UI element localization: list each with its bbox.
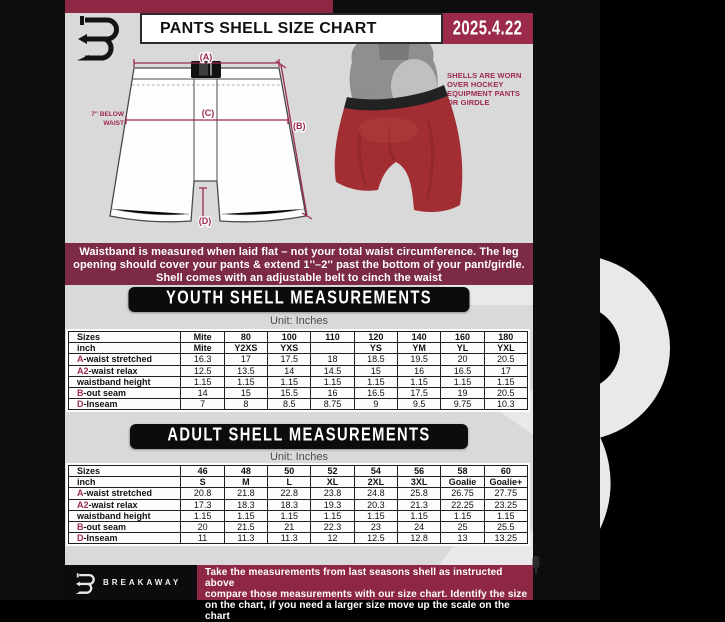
table-cell: 20 xyxy=(181,521,224,532)
table-cell: 18.3 xyxy=(268,499,311,510)
row-label: inch xyxy=(69,477,181,488)
table-cell: 180 xyxy=(484,332,527,343)
diagram-label-c: (C) xyxy=(201,108,215,118)
table-cell: Mite xyxy=(181,343,224,354)
table-cell: 1.15 xyxy=(441,510,484,521)
table-cell: 19 xyxy=(441,387,484,398)
table-cell: 11.3 xyxy=(268,533,311,544)
shell-note-line: OVER HOCKEY xyxy=(447,80,504,89)
table-cell: 13 xyxy=(441,533,484,544)
diagram-label-b: (B) xyxy=(293,121,306,131)
table-cell: YXL xyxy=(484,343,527,354)
table-cell: 11.3 xyxy=(224,533,267,544)
table-cell: 17.5 xyxy=(398,387,441,398)
table-cell: 80 xyxy=(224,332,267,343)
table-cell: 1.15 xyxy=(398,376,441,387)
row-label: B-out seam xyxy=(69,521,181,532)
row-label: waistband height xyxy=(69,376,181,387)
youth-measurements-table xyxy=(68,331,528,410)
table-cell: 15 xyxy=(224,387,267,398)
adult-heading-text: ADULT SHELL MEASUREMENTS xyxy=(167,425,431,446)
table-cell: Goalie xyxy=(441,477,484,488)
table-cell: 14 xyxy=(181,387,224,398)
table-cell: 17 xyxy=(224,354,267,365)
table-cell: 1.15 xyxy=(268,510,311,521)
footer-note-line: Take the measurements from last seasons shell as instructed above xyxy=(205,567,503,589)
table-cell: 2XL xyxy=(354,477,397,488)
table-cell: 25.5 xyxy=(484,521,527,532)
footer-note-box xyxy=(197,565,533,622)
youth-table-box xyxy=(66,329,530,412)
table-cell: 100 xyxy=(268,332,311,343)
table-row xyxy=(69,332,528,343)
table-row xyxy=(69,365,528,376)
table-cell: 26.75 xyxy=(441,488,484,499)
table-cell: Mite xyxy=(181,332,224,343)
table-cell: 23.8 xyxy=(311,488,354,499)
info-banner-line: Shell comes with an adjustable belt to cinch the waist xyxy=(156,271,442,284)
pants-measurement-diagram xyxy=(78,48,318,233)
adult-measurements-table xyxy=(68,465,528,544)
table-cell: L xyxy=(268,477,311,488)
table-cell: 16 xyxy=(311,387,354,398)
left-border xyxy=(0,0,65,600)
table-cell: 16 xyxy=(398,365,441,376)
table-cell: 20 xyxy=(441,354,484,365)
table-cell: 16.3 xyxy=(181,354,224,365)
table-cell: 13.25 xyxy=(484,533,527,544)
table-row xyxy=(69,521,528,532)
table-row xyxy=(69,399,528,410)
table-cell: 23.25 xyxy=(484,499,527,510)
table-cell: YS xyxy=(354,343,397,354)
footer-note-line: on the chart, if you need a larger size move up the scale on the chart xyxy=(205,600,510,622)
table-cell: 110 xyxy=(311,332,354,343)
top-bar-accent xyxy=(65,0,333,13)
table-cell: 15.5 xyxy=(268,387,311,398)
table-cell: YXS xyxy=(268,343,311,354)
row-label: inch xyxy=(69,343,181,354)
table-cell: 10.3 xyxy=(484,399,527,410)
table-cell: 1.15 xyxy=(441,376,484,387)
table-cell: Y2XS xyxy=(224,343,267,354)
youth-unit-label: Unit: Inches xyxy=(269,315,329,327)
table-cell xyxy=(311,343,354,354)
breakaway-footer-logo-icon xyxy=(75,572,99,594)
table-cell: 20.5 xyxy=(484,387,527,398)
table-cell: 140 xyxy=(398,332,441,343)
table-cell: 21 xyxy=(268,521,311,532)
table-cell: 24 xyxy=(398,521,441,532)
row-label: Sizes xyxy=(69,332,181,343)
table-cell: 14.5 xyxy=(311,365,354,376)
table-cell: 1.15 xyxy=(181,510,224,521)
table-cell: 13.5 xyxy=(224,365,267,376)
table-cell: 52 xyxy=(311,466,354,477)
table-cell: 18.3 xyxy=(224,499,267,510)
table-cell: YL xyxy=(441,343,484,354)
footer-brand-box xyxy=(65,565,197,600)
row-label: A-waist stretched xyxy=(69,354,181,365)
youth-section-heading xyxy=(128,287,469,312)
table-cell: 160 xyxy=(441,332,484,343)
row-label: A2-waist relax xyxy=(69,365,181,376)
table-cell: 19.5 xyxy=(398,354,441,365)
table-cell: 12.8 xyxy=(398,533,441,544)
table-cell: 21.3 xyxy=(398,499,441,510)
date-text: 2025.4.22 xyxy=(453,16,523,39)
table-cell: 1.15 xyxy=(354,510,397,521)
right-border xyxy=(533,0,600,600)
table-cell: YM xyxy=(398,343,441,354)
table-cell: M xyxy=(224,477,267,488)
row-label: B-out seam xyxy=(69,387,181,398)
table-row xyxy=(69,499,528,510)
table-cell: 22.8 xyxy=(268,488,311,499)
table-row xyxy=(69,387,528,398)
table-cell: 22.3 xyxy=(311,521,354,532)
table-cell: 20.5 xyxy=(484,354,527,365)
table-cell: 1.15 xyxy=(268,376,311,387)
youth-heading-text: YOUTH SHELL MEASUREMENTS xyxy=(166,288,432,309)
waistband-info-banner xyxy=(65,243,533,285)
table-cell: 12 xyxy=(311,533,354,544)
table-cell: 25 xyxy=(441,521,484,532)
table-cell: 8.5 xyxy=(268,399,311,410)
breakaway-logo-icon xyxy=(76,14,128,60)
adult-table-box xyxy=(66,463,530,546)
table-cell: 9 xyxy=(354,399,397,410)
table-row xyxy=(69,343,528,354)
table-cell: 24.8 xyxy=(354,488,397,499)
table-cell: XL xyxy=(311,477,354,488)
table-cell: 21.5 xyxy=(224,521,267,532)
table-row xyxy=(69,477,528,488)
table-cell: 50 xyxy=(268,466,311,477)
table-cell: 12.5 xyxy=(354,533,397,544)
table-cell: 1.15 xyxy=(181,376,224,387)
top-bar xyxy=(0,0,600,13)
table-cell: 1.15 xyxy=(484,376,527,387)
table-cell: Goalie+ xyxy=(484,477,527,488)
table-cell: 17.5 xyxy=(268,354,311,365)
table-cell: 17.3 xyxy=(181,499,224,510)
page-title-box xyxy=(140,13,443,44)
table-cell: 21.8 xyxy=(224,488,267,499)
table-cell: 1.15 xyxy=(224,376,267,387)
table-cell: 20.3 xyxy=(354,499,397,510)
table-row xyxy=(69,510,528,521)
table-cell: 23 xyxy=(354,521,397,532)
page-title: PANTS SHELL SIZE CHART xyxy=(160,19,377,37)
table-cell: 15 xyxy=(354,365,397,376)
row-label: D-Inseam xyxy=(69,399,181,410)
shell-note-line: OR GIRDLE xyxy=(447,98,490,107)
table-cell: 46 xyxy=(181,466,224,477)
row-label: waistband height xyxy=(69,510,181,521)
table-cell: 1.15 xyxy=(311,376,354,387)
table-cell: 14 xyxy=(268,365,311,376)
table-cell: 9.5 xyxy=(398,399,441,410)
table-cell: 1.15 xyxy=(354,376,397,387)
table-cell: 12.5 xyxy=(181,365,224,376)
table-cell: 16.5 xyxy=(354,387,397,398)
below-waist-label-line1: 7'' BELOW xyxy=(91,111,124,118)
row-label: A2-waist relax xyxy=(69,499,181,510)
table-cell: 9.75 xyxy=(441,399,484,410)
table-cell: 1.15 xyxy=(224,510,267,521)
table-cell: 1.15 xyxy=(484,510,527,521)
table-cell: 7 xyxy=(181,399,224,410)
row-label: A-waist stretched xyxy=(69,488,181,499)
row-label: Sizes xyxy=(69,466,181,477)
table-cell: 3XL xyxy=(398,477,441,488)
table-cell: 120 xyxy=(354,332,397,343)
shell-note xyxy=(447,71,522,107)
table-cell: 56 xyxy=(398,466,441,477)
footer-note-line: compare those measurements with our size chart. Identify the size xyxy=(205,589,528,600)
diagram-label-a: (A) xyxy=(199,52,213,62)
table-row xyxy=(69,488,528,499)
shell-note-line: EQUIPMENT PANTS xyxy=(447,89,521,98)
brand-name: BREAKAWAY xyxy=(103,578,182,587)
adult-unit-label: Unit: Inches xyxy=(269,451,329,463)
table-row xyxy=(69,354,528,365)
shell-product-photo xyxy=(330,30,475,225)
shell-note-line: SHELLS ARE WORN xyxy=(447,71,522,80)
table-cell: 1.15 xyxy=(398,510,441,521)
table-cell: 22.25 xyxy=(441,499,484,510)
table-cell: 1.15 xyxy=(311,510,354,521)
table-cell: 19.3 xyxy=(311,499,354,510)
date-badge xyxy=(443,13,533,44)
pin-icon xyxy=(531,556,541,575)
table-cell: 18 xyxy=(311,354,354,365)
table-cell: 54 xyxy=(354,466,397,477)
table-row xyxy=(69,533,528,544)
table-row xyxy=(69,376,528,387)
below-waist-label-line2: WAIST xyxy=(103,120,124,127)
table-cell: S xyxy=(181,477,224,488)
table-cell: 8.75 xyxy=(311,399,354,410)
info-banner-line: opening should cover your pants & extend 1''–2'' past the bottom of your pant/girdle. xyxy=(73,258,525,271)
table-cell: 27.75 xyxy=(484,488,527,499)
adult-section-heading xyxy=(130,424,468,449)
table-cell: 18.5 xyxy=(354,354,397,365)
table-cell: 17 xyxy=(484,365,527,376)
table-cell: 20.8 xyxy=(181,488,224,499)
table-row xyxy=(69,466,528,477)
table-cell: 16.5 xyxy=(441,365,484,376)
table-cell: 48 xyxy=(224,466,267,477)
table-cell: 8 xyxy=(224,399,267,410)
info-banner-line: Waistband is measured when laid flat – not your total waist circumference. The leg xyxy=(79,246,519,258)
row-label: D-Inseam xyxy=(69,533,181,544)
table-cell: 60 xyxy=(484,466,527,477)
table-cell: 58 xyxy=(441,466,484,477)
diagram-label-d: (D) xyxy=(198,216,212,226)
table-cell: 11 xyxy=(181,533,224,544)
table-cell: 25.8 xyxy=(398,488,441,499)
